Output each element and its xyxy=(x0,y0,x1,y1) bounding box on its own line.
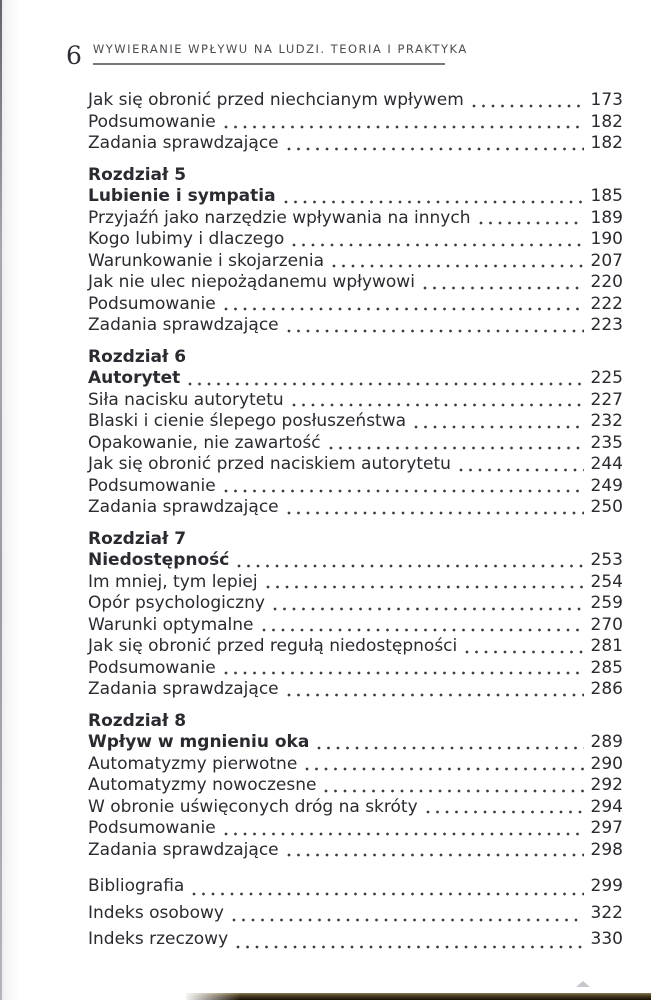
dot-leader xyxy=(224,671,584,675)
toc-entry-page: 225 xyxy=(590,368,623,388)
toc-entry xyxy=(88,636,623,658)
toc-entry-label: Zadania sprawdzające xyxy=(88,497,279,517)
toc-entry-label: Jak się obronić przed naciskiem autorytetu xyxy=(88,454,451,474)
dot-leader xyxy=(224,832,584,836)
toc-entry-page: 292 xyxy=(590,775,623,795)
toc-entry-page: 189 xyxy=(590,207,623,228)
toc-entry-label: Podsumowanie xyxy=(88,475,216,496)
toc-entry xyxy=(88,797,623,819)
toc-entry-label: Automatyzmy nowoczesne xyxy=(88,775,317,795)
toc-entry-page: 297 xyxy=(590,818,623,838)
toc-entry-page: 182 xyxy=(590,111,623,132)
toc-entry-label: Wpływ w mgnieniu oka xyxy=(88,732,310,752)
toc-entry-label: Jak się obronić przed regułą niedostępności xyxy=(88,636,458,656)
toc-entry-label: Zadania sprawdzające xyxy=(88,315,279,335)
toc-entry xyxy=(88,615,623,637)
toc-entry xyxy=(88,454,623,476)
toc-entry-label: Autorytet xyxy=(88,368,181,388)
toc-entry-page: 173 xyxy=(590,90,623,110)
toc-entry-page: 222 xyxy=(590,293,623,314)
dot-leader xyxy=(284,200,584,204)
toc-entry-page: 249 xyxy=(590,475,623,496)
toc-entry-label: Podsumowanie xyxy=(88,657,216,678)
toc-entry-page: 299 xyxy=(590,876,623,896)
toc-entry xyxy=(88,251,623,273)
toc-entry-label: Opór psychologiczny xyxy=(88,593,265,613)
toc-entry-page: 294 xyxy=(590,796,623,817)
dot-leader xyxy=(224,489,584,493)
toc-entry xyxy=(88,775,623,797)
toc-entry-page: 232 xyxy=(590,411,623,431)
table-of-contents xyxy=(88,90,623,953)
toc-entry xyxy=(88,411,623,433)
toc-entry-label: W obronie uświęconych dróg na skróty xyxy=(88,796,418,817)
dot-leader xyxy=(426,810,584,814)
dot-leader xyxy=(423,286,584,290)
toc-entry-label: Indeks rzeczowy xyxy=(88,929,229,949)
toc-section-chapter-8 xyxy=(88,711,623,862)
dot-leader xyxy=(459,468,584,472)
running-title-rule xyxy=(92,42,468,65)
toc-entry-label: Zadania sprawdzające xyxy=(88,839,279,860)
chapter-label: Rozdział 7 xyxy=(88,528,187,549)
toc-entry-page: 254 xyxy=(590,571,623,592)
chapter-label: Rozdział 8 xyxy=(88,710,187,731)
toc-entry-page: 235 xyxy=(590,432,623,453)
toc-entry-label: Podsumowanie xyxy=(88,818,216,838)
dot-leader xyxy=(236,945,584,949)
toc-entry-label: Przyjaźń jako narzędzie wpływania na innych xyxy=(88,207,471,228)
toc-entry xyxy=(88,133,623,155)
toc-back-matter xyxy=(88,873,623,953)
toc-entry-label: Kogo lubimy i dlaczego xyxy=(88,229,285,249)
running-title: WYWIERANIE WPŁYWU NA LUDZI. TEORIA I PRAKTYKA xyxy=(92,42,468,56)
toc-entry-page: 207 xyxy=(590,250,623,271)
toc-entry xyxy=(88,229,623,251)
toc-entry xyxy=(88,754,623,776)
toc-entry-page: 290 xyxy=(590,753,623,774)
toc-entry xyxy=(88,679,623,701)
toc-entry-label: Podsumowanie xyxy=(88,111,216,132)
dot-leader xyxy=(465,650,584,654)
toc-entry-page: 270 xyxy=(590,614,623,635)
toc-entry xyxy=(88,840,623,862)
toc-entry-label: Niedostępność xyxy=(88,550,230,570)
toc-entry xyxy=(88,272,623,294)
dot-leader xyxy=(237,564,584,568)
dot-leader xyxy=(317,746,584,750)
toc-entry xyxy=(88,433,623,455)
toc-entry-label: Warunkowanie i skojarzenia xyxy=(88,250,325,271)
toc-entry xyxy=(88,208,623,230)
page-number: 6 xyxy=(66,41,82,70)
toc-entry xyxy=(88,294,623,316)
dot-leader xyxy=(224,125,584,129)
toc-entry-page: 285 xyxy=(590,657,623,678)
chapter-label: Rozdział 6 xyxy=(88,346,187,367)
toc-entry-page: 244 xyxy=(590,454,623,474)
toc-entry xyxy=(88,90,623,112)
dot-leader xyxy=(232,918,584,922)
dot-leader xyxy=(192,892,584,896)
dot-leader xyxy=(273,607,584,611)
toc-entry-page: 253 xyxy=(590,550,623,570)
toc-entry xyxy=(88,593,623,615)
toc-entry-page: 322 xyxy=(590,902,623,923)
toc-entry xyxy=(88,818,623,840)
toc-section-chapter-5 xyxy=(88,165,623,337)
dot-leader xyxy=(332,264,584,268)
toc-entry-page: 250 xyxy=(590,497,623,517)
toc-entry xyxy=(88,112,623,134)
toc-entry-page: 298 xyxy=(590,839,623,860)
dot-leader xyxy=(262,628,584,632)
toc-entry xyxy=(88,900,623,927)
dot-leader xyxy=(287,329,584,333)
dot-leader xyxy=(329,446,584,450)
toc-entry-label: Jak nie ulec niepożądanemu wpływowi xyxy=(88,272,415,292)
dot-leader xyxy=(479,221,585,225)
toc-entry-page: 330 xyxy=(590,929,623,949)
toc-section-chapter-7 xyxy=(88,529,623,701)
toc-entry-page: 185 xyxy=(590,186,623,206)
toc-entry-label: Im mniej, tym lepiej xyxy=(88,571,258,592)
toc-entry xyxy=(88,873,623,900)
toc-entry-page: 281 xyxy=(590,636,623,656)
toc-section-chapter-6 xyxy=(88,347,623,519)
dot-leader xyxy=(292,243,584,247)
dot-leader xyxy=(472,104,584,108)
toc-entry-page: 286 xyxy=(590,679,623,699)
dot-leader xyxy=(324,789,584,793)
toc-entry-label: Bibliografia xyxy=(88,876,185,896)
toc-entry-label: Indeks osobowy xyxy=(88,902,224,923)
toc-entry-page: 259 xyxy=(590,593,623,613)
toc-entry-label: Lubienie i sympatia xyxy=(88,186,276,206)
scan-left-edge-line xyxy=(0,0,2,1000)
toc-entry-label: Zadania sprawdzające xyxy=(88,679,279,699)
toc-entry xyxy=(88,658,623,680)
toc-entry-label: Jak się obronić przed niechcianym wpływem xyxy=(88,90,464,110)
toc-entry xyxy=(88,390,623,412)
dot-leader xyxy=(287,147,584,151)
toc-entry-label: Podsumowanie xyxy=(88,293,216,314)
dot-leader xyxy=(305,767,584,771)
toc-entry-label: Siła nacisku autorytetu xyxy=(88,389,284,410)
page-header xyxy=(66,40,468,70)
toc-entry-label: Opakowanie, nie zawartość xyxy=(88,432,321,453)
toc-entry-label: Blaski i cienie ślepego posłuszeństwa xyxy=(88,411,407,431)
chapter-label: Rozdział 5 xyxy=(88,164,187,185)
toc-entry xyxy=(88,926,623,953)
toc-entry xyxy=(88,572,623,594)
toc-entry-page: 227 xyxy=(590,389,623,410)
scan-smudge-mark xyxy=(576,981,590,987)
toc-chapter-title-entry xyxy=(88,732,623,754)
dot-leader xyxy=(414,425,584,429)
toc-chapter-title-entry xyxy=(88,186,623,208)
toc-entry xyxy=(88,315,623,337)
toc-entry-page: 220 xyxy=(590,272,623,292)
toc-entry-page: 182 xyxy=(590,133,623,153)
dot-leader xyxy=(224,307,584,311)
toc-entry xyxy=(88,476,623,498)
toc-entry-page: 190 xyxy=(590,229,623,249)
dot-leader xyxy=(292,403,584,407)
toc-chapter-title-entry xyxy=(88,550,623,572)
scan-bottom-edge xyxy=(186,993,651,1000)
toc-chapter-title-entry xyxy=(88,368,623,390)
dot-leader xyxy=(287,693,584,697)
dot-leader xyxy=(287,511,584,515)
toc-entry-page: 223 xyxy=(590,315,623,335)
toc-entry-label: Zadania sprawdzające xyxy=(88,133,279,153)
toc-entry-label: Warunki optymalne xyxy=(88,614,254,635)
dot-leader xyxy=(188,382,584,386)
toc-entry-label: Automatyzmy pierwotne xyxy=(88,753,298,774)
dot-leader xyxy=(266,585,584,589)
toc-entry xyxy=(88,497,623,519)
toc-entry-page: 289 xyxy=(590,732,623,752)
dot-leader xyxy=(287,853,584,857)
